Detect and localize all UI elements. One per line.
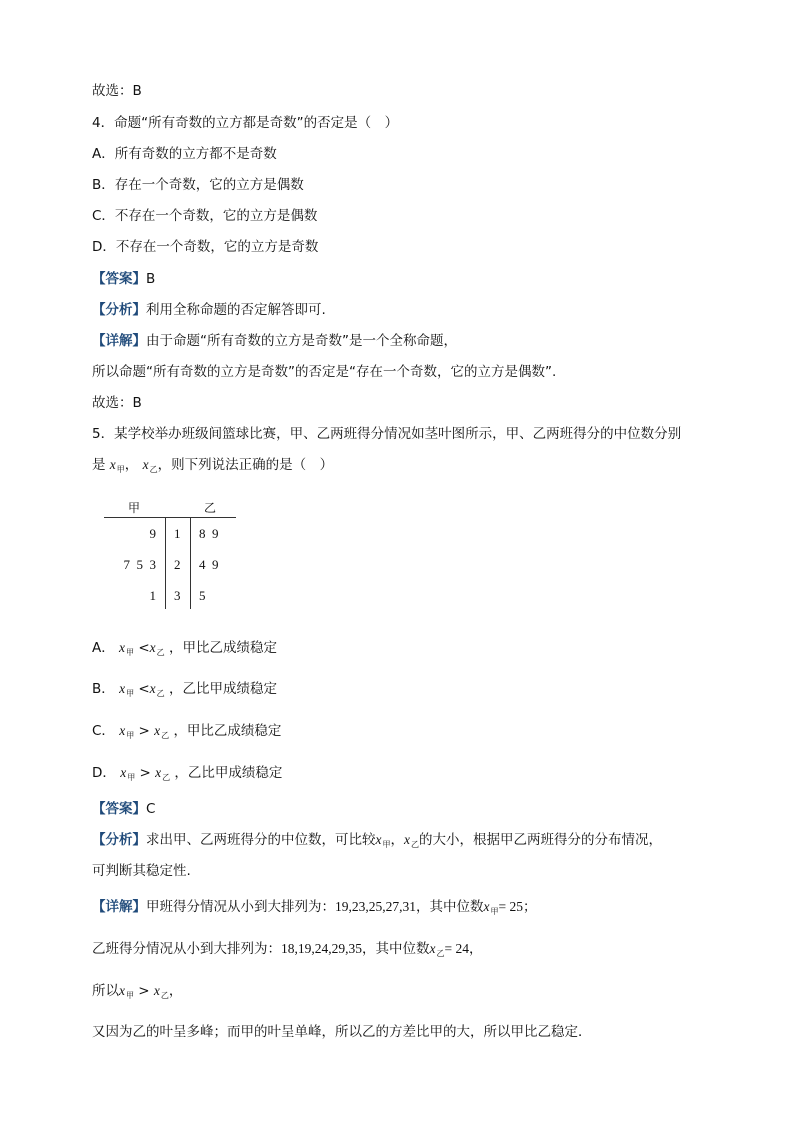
leaf-right-row-2: 4 9 xyxy=(199,557,219,572)
q4-option-c: C．不存在一个奇数，它的立方是偶数 xyxy=(92,208,318,224)
q5-analysis xyxy=(92,830,662,855)
median-value: = 25 xyxy=(498,899,523,914)
q5-sep: ， xyxy=(124,457,139,473)
option-text: ，乙比甲成绩稳定 xyxy=(168,681,277,697)
q5-analysis-2: 可判断其稳定性. xyxy=(92,863,191,879)
choose-line-2: 故选：B xyxy=(92,395,142,411)
relation: < xyxy=(138,640,150,656)
x-sub-yi: 乙 xyxy=(156,689,165,698)
x-var: x xyxy=(119,723,126,738)
x-sub-jia: 甲 xyxy=(382,840,391,849)
q4-option-a: A．所有奇数的立方都不是奇数 xyxy=(92,146,277,162)
option-text: ，乙比甲成绩稳定 xyxy=(174,765,283,781)
stem-row-1: 1 xyxy=(174,526,181,541)
x-sub-yi: 乙 xyxy=(160,991,169,1000)
q5-option-c xyxy=(92,721,281,746)
q4-option-d: D．不存在一个奇数，它的立方是奇数 xyxy=(92,239,319,255)
analysis-text: 求出甲、乙两班得分的中位数，可比较 xyxy=(146,832,376,848)
leaf-right-row-3: 5 xyxy=(199,588,206,603)
analysis-tag: 【分析】 xyxy=(92,302,146,318)
x-var: x xyxy=(149,640,156,655)
x-var: x xyxy=(429,941,436,956)
answer-value: C xyxy=(146,801,156,817)
x-var: x xyxy=(154,723,161,738)
x-var: x xyxy=(404,832,410,847)
x-sub-jia: 甲 xyxy=(126,731,135,740)
detail-tag: 【详解】 xyxy=(92,899,146,915)
x-sub-jia: 甲 xyxy=(126,689,135,698)
leaf-left-row-2: 7 5 3 xyxy=(123,557,156,572)
analysis-text: 利用全称命题的否定解答即可. xyxy=(146,302,326,318)
stem-leaf-header-rule xyxy=(104,517,236,518)
x-sub-yi: 乙 xyxy=(162,773,171,782)
detail-text: 由于命题“所有奇数的立方是奇数”是一个全称命题， xyxy=(146,333,457,349)
answer-value: B xyxy=(146,271,156,287)
q5-option-a xyxy=(92,638,277,663)
stem-leaf-head-right: 乙 xyxy=(204,501,217,515)
detail-text: 乙班得分情况从小到大排列为： xyxy=(92,941,281,957)
x-sub-jia: 甲 xyxy=(126,991,134,1000)
answer-tag: 【答案】 xyxy=(92,271,146,287)
x-sub-jia: 甲 xyxy=(490,907,499,916)
punct: ， xyxy=(168,983,183,999)
q5-detail-2 xyxy=(92,939,483,964)
stem-leaf-head-left: 甲 xyxy=(128,501,141,515)
choose-line-1: 故选：B xyxy=(92,83,142,99)
median-value: = 24 xyxy=(444,941,469,956)
x-sub-yi: 乙 xyxy=(411,840,419,849)
punct: ； xyxy=(523,899,537,915)
x-var: x xyxy=(155,765,162,780)
q5-detail-1 xyxy=(92,897,537,922)
x-sub-yi: 乙 xyxy=(149,465,158,474)
leaf-left-row-1: 9 xyxy=(149,526,156,541)
analysis-tag: 【分析】 xyxy=(92,832,146,848)
question-5-line-1: 5．某学校举办班级间篮球比赛，甲、乙两班得分情况如茎叶图所示，甲、乙两班得分的中位数分别 xyxy=(92,426,682,442)
q5-text: 是 xyxy=(92,457,106,473)
answer-tag: 【答案】 xyxy=(92,801,146,817)
x-sub-jia: 甲 xyxy=(116,465,125,474)
q4-detail-2: 所以命题“所有奇数的立方是奇数”的否定是“存在一个奇数，它的立方是偶数”. xyxy=(92,364,557,380)
x-var: x xyxy=(119,983,125,998)
detail-tag: 【详解】 xyxy=(92,333,146,349)
q5-option-b xyxy=(92,679,277,704)
analysis-text-end: 的大小，根据甲乙两班得分的分布情况， xyxy=(419,832,662,848)
q4-analysis xyxy=(92,300,326,320)
leaf-left-row-3: 1 xyxy=(149,588,156,603)
question-5-line-2 xyxy=(92,455,333,480)
x-sub-jia: 甲 xyxy=(127,773,136,782)
q5-detail-4: 又因为乙的叶呈多峰；而甲的叶呈单峰，所以乙的方差比甲的大，所以甲比乙稳定． xyxy=(92,1024,592,1040)
x-sub-jia: 甲 xyxy=(126,648,135,657)
sep: ， xyxy=(390,832,404,848)
x-sub-yi: 乙 xyxy=(436,949,445,958)
question-4: 4．命题“所有奇数的立方都是奇数”的否定是（ ） xyxy=(92,115,399,131)
detail-text: 所以 xyxy=(92,983,119,999)
option-label: C． xyxy=(92,723,115,739)
option-label: B． xyxy=(92,681,115,697)
x-var: x xyxy=(109,457,116,472)
q4-detail xyxy=(92,331,457,351)
x-var: x xyxy=(120,765,127,780)
relation: > xyxy=(138,723,150,739)
q4-option-b: B．存在一个奇数，它的立方是偶数 xyxy=(92,177,304,193)
x-var: x xyxy=(149,681,156,696)
q5-text-end: ，则下列说法正确的是（ ） xyxy=(157,457,334,473)
x-var: x xyxy=(153,983,160,998)
x-var: x xyxy=(119,640,126,655)
x-var: x xyxy=(142,457,149,472)
x-sub-yi: 乙 xyxy=(161,731,170,740)
detail-text: ，其中位数 xyxy=(362,941,430,957)
x-var: x xyxy=(483,899,490,914)
relation: > xyxy=(139,765,151,781)
score-list: 19,23,25,27,31 xyxy=(335,899,416,914)
detail-text: 甲班得分情况从小到大排列为： xyxy=(146,899,335,915)
stem-leaf-divider-left xyxy=(165,517,166,609)
option-text: ，甲比乙成绩稳定 xyxy=(168,640,277,656)
stem-leaf-plot xyxy=(104,497,236,609)
stem-row-2: 2 xyxy=(174,557,181,572)
stem-leaf-divider-right xyxy=(190,517,191,609)
x-var: x xyxy=(375,832,382,847)
option-label: A． xyxy=(92,640,115,656)
x-var: x xyxy=(119,681,126,696)
leaf-right-row-1: 8 9 xyxy=(199,526,219,541)
x-sub-yi: 乙 xyxy=(156,648,165,657)
q4-answer xyxy=(92,269,155,289)
option-label: D． xyxy=(92,765,116,781)
q5-option-d xyxy=(92,763,282,788)
relation: > xyxy=(138,983,150,999)
option-text: ，甲比乙成绩稳定 xyxy=(173,723,282,739)
detail-text: ，其中位数 xyxy=(416,899,484,915)
relation: < xyxy=(138,681,150,697)
stem-row-3: 3 xyxy=(174,588,181,603)
score-list: 18,19,24,29,35 xyxy=(281,941,362,956)
q5-answer xyxy=(92,799,155,819)
q5-detail-3 xyxy=(92,981,182,1006)
punct: ， xyxy=(469,941,483,957)
